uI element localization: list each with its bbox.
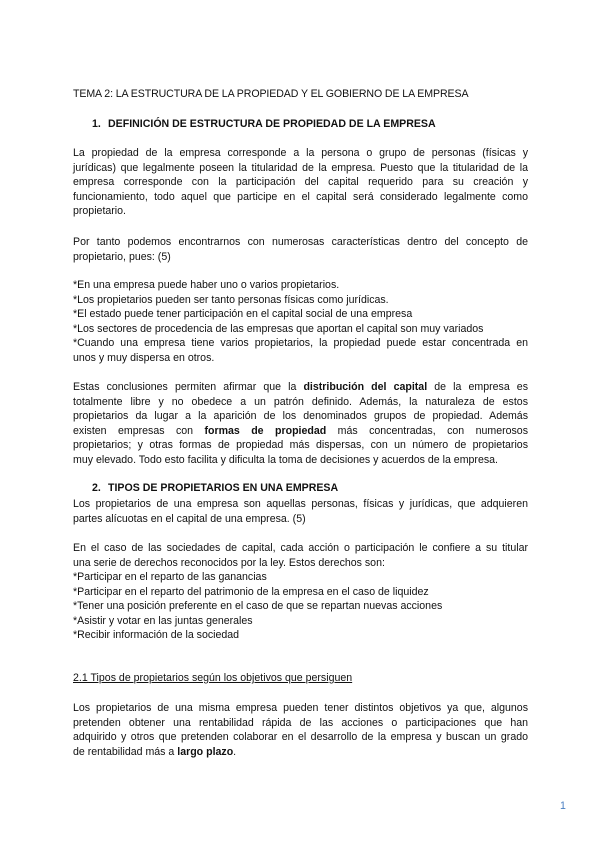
section-1-number: 1. [92, 118, 101, 130]
section-2-paragraph-1 [73, 497, 528, 526]
bold-term: distribución del capital [303, 381, 428, 393]
text-line: jurídicas) que legalmente poseen la titularidad de la empresa. Puesto que la titularidad de la [73, 161, 528, 174]
list-item: *Asistir y votar en las juntas generales [73, 614, 253, 627]
text-line: pretenden obtener una rentabilidad rápida de las acciones o participaciones que han [73, 716, 528, 729]
list-item: *En una empresa puede haber uno o varios propietarios. [73, 279, 340, 291]
section-2-rights-list [73, 570, 528, 643]
section-2-title: TIPOS DE PROPIETARIOS EN UNA EMPRESA [108, 482, 339, 494]
list-item: *Cuando una empresa tiene varios propietarios, la propiedad puede estar concentrada en [73, 337, 528, 350]
text-line: muy elevado. Todo esto facilita y dificulta la toma de decisiones y acuerdos de la empresa. [73, 453, 498, 466]
section-2-number: 2. [92, 482, 101, 494]
list-item: *El estado puede tener participación en el capital social de una empresa [73, 308, 413, 321]
subsection-2-1-heading: 2.1 Tipos de propietarios según los objetivos que persiguen [73, 672, 353, 684]
list-item: *Tener una posición preferente en el caso de que se repartan nuevas acciones [73, 600, 443, 613]
text-run: de la empresa es [427, 381, 528, 393]
section-1-paragraph-2 [73, 235, 528, 264]
text-line: Los propietarios de una misma empresa pueden tener distintos objetivos ya que, algunos [73, 702, 528, 714]
text-line: propietario, pues: (5) [73, 250, 171, 263]
text-line: propietarios da lugar a la aparición de los denominados grupos de propiedad. Además [73, 410, 528, 423]
page-number: 1 [560, 800, 566, 812]
section-2-heading [92, 482, 338, 494]
section-1-title: DEFINICIÓN DE ESTRUCTURA DE PROPIEDAD DE LA EMPRESA [108, 118, 436, 130]
list-item: *Participar en el reparto del patrimonio de la empresa en el caso de liquidez [73, 585, 429, 598]
text-line: En el caso de las sociedades de capital, cada acción o participación le confiere a su titular [73, 542, 528, 554]
text-line: partes alícuotas en el capital de una empresa. (5) [73, 512, 306, 525]
section-2-paragraph-3 [73, 701, 528, 759]
text-line: funcionamiento, todo aquel que participe en el capital será considerado legalmente como [73, 190, 528, 203]
text-line: La propiedad de la empresa corresponde a la persona o grupo de personas (físicas y [73, 147, 528, 159]
text-run: Estas conclusiones permiten afirmar que la [73, 381, 304, 393]
text-line: propietario. [73, 205, 126, 218]
section-1-heading [92, 118, 436, 130]
text-line: empresa corresponde con la participación del capital requerido para su creación y [73, 176, 528, 189]
bold-term: formas de propiedad [204, 424, 327, 437]
text-line: adquirido y otros que pretenden colaborar en el desarrollo de la empresa y buscan un grado [73, 731, 528, 744]
text-run: . [233, 745, 237, 758]
list-item: *Los sectores de procedencia de las empresas que aportan el capital son muy variados [73, 322, 484, 335]
document-title: TEMA 2: LA ESTRUCTURA DE LA PROPIEDAD Y EL GOBIERNO DE LA EMPRESA [73, 88, 469, 100]
list-item: *Los propietarios pueden ser tanto personas físicas como jurídicas. [73, 293, 389, 306]
text-line: totalmente libre y no obedece a un patrón definido. Además, la naturaleza de estos [73, 395, 528, 408]
text-line: propietarios; y otras formas de propiedad más dispersas, con un número de propietarios [73, 439, 528, 452]
section-1-characteristics-list [73, 278, 528, 366]
text-line: Por tanto podemos encontrarnos con numerosas características dentro del concepto de [73, 236, 528, 248]
list-item: *Recibir información de la sociedad [73, 629, 240, 642]
text-line: una serie de derechos reconocidos por la ley. Estos derechos son: [73, 556, 385, 569]
section-1-paragraph-3 [73, 380, 528, 468]
section-2-paragraph-2 [73, 541, 528, 570]
text-run: de rentabilidad más a [73, 745, 178, 758]
section-1-paragraph-1 [73, 146, 528, 219]
text-run: existen empresas con [73, 424, 205, 437]
list-item: *Participar en el reparto de las ganancias [73, 571, 267, 583]
bold-term: largo plazo [177, 745, 234, 758]
text-run: más concentradas, con numerosos [326, 424, 528, 437]
text-line: Los propietarios de una empresa son aquellas personas, físicas y jurídicas, que adquieren [73, 498, 528, 510]
list-item: unos y muy dispersa en otros. [73, 351, 215, 364]
